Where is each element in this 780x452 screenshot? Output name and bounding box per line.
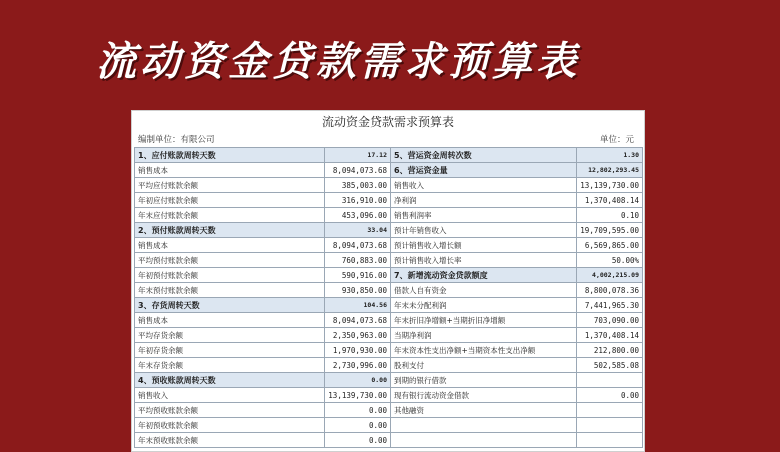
left-value-cell[interactable]: 2,350,963.00 <box>325 328 391 343</box>
right-label-cell[interactable] <box>391 433 577 448</box>
right-label-cell[interactable]: 净利润 <box>391 193 577 208</box>
right-value-cell[interactable]: 4,002,215.09 <box>577 268 643 283</box>
left-value-cell[interactable]: 453,096.00 <box>325 208 391 223</box>
table-row <box>135 328 643 343</box>
budget-sheet <box>131 110 645 452</box>
left-label-cell[interactable]: 销售成本 <box>135 163 325 178</box>
right-label-cell[interactable]: 销售利润率 <box>391 208 577 223</box>
right-value-cell[interactable]: 1,370,408.14 <box>577 193 643 208</box>
banner-title: 流动资金贷款需求预算表 <box>96 38 580 85</box>
left-label-cell[interactable]: 年末存货余额 <box>135 358 325 373</box>
right-value-cell[interactable]: 19,709,595.00 <box>577 223 643 238</box>
right-value-cell[interactable]: 703,090.00 <box>577 313 643 328</box>
left-value-cell[interactable]: 8,094,073.68 <box>325 313 391 328</box>
table-row <box>135 403 643 418</box>
right-label-cell[interactable]: 股利支付 <box>391 358 577 373</box>
left-label-cell[interactable]: 年末预收账款余额 <box>135 433 325 448</box>
left-value-cell[interactable]: 385,003.00 <box>325 178 391 193</box>
left-value-cell[interactable]: 33.04 <box>325 223 391 238</box>
right-label-cell[interactable]: 预计销售收入增长率 <box>391 253 577 268</box>
table-row <box>135 238 643 253</box>
left-value-cell[interactable]: 8,094,073.68 <box>325 163 391 178</box>
right-value-cell[interactable]: 0.00 <box>577 388 643 403</box>
left-value-cell[interactable]: 0.00 <box>325 418 391 433</box>
right-value-cell[interactable]: 12,802,293.45 <box>577 163 643 178</box>
table-row <box>135 358 643 373</box>
left-value-cell[interactable]: 760,883.00 <box>325 253 391 268</box>
left-label-cell[interactable]: 平均预收账款余额 <box>135 403 325 418</box>
sheet-title: 流动资金贷款需求预算表 <box>321 115 454 129</box>
right-label-cell[interactable]: 6、营运资金量 <box>391 163 577 178</box>
right-value-cell[interactable] <box>577 403 643 418</box>
left-label-cell[interactable]: 销售成本 <box>135 313 325 328</box>
table-row <box>135 433 643 448</box>
table-row <box>135 163 643 178</box>
right-label-cell[interactable]: 其他融资 <box>391 403 577 418</box>
left-value-cell[interactable]: 316,910.00 <box>325 193 391 208</box>
left-value-cell[interactable]: 0.00 <box>325 373 391 388</box>
left-value-cell[interactable]: 2,730,996.00 <box>325 358 391 373</box>
left-label-cell[interactable]: 4、预收账款周转天数 <box>135 373 325 388</box>
table-row <box>135 223 643 238</box>
table-row <box>135 298 643 313</box>
right-value-cell[interactable]: 7,441,965.30 <box>577 298 643 313</box>
sheet-meta <box>132 133 644 147</box>
right-label-cell[interactable]: 年末未分配利润 <box>391 298 577 313</box>
right-label-cell[interactable]: 5、营运资金周转次数 <box>391 148 577 163</box>
table-row <box>135 193 643 208</box>
right-label-cell[interactable]: 年末折旧净增额+当期折旧净增额 <box>391 313 577 328</box>
right-label-cell[interactable]: 销售收入 <box>391 178 577 193</box>
table-row <box>135 253 643 268</box>
budget-table <box>134 147 643 448</box>
left-value-cell[interactable]: 930,850.00 <box>325 283 391 298</box>
left-value-cell[interactable]: 590,916.00 <box>325 268 391 283</box>
left-label-cell[interactable]: 销售收入 <box>135 388 325 403</box>
left-value-cell[interactable]: 8,094,073.68 <box>325 238 391 253</box>
left-label-cell[interactable]: 平均应付账款余额 <box>135 178 325 193</box>
right-value-cell[interactable]: 1.30 <box>577 148 643 163</box>
table-row <box>135 373 643 388</box>
right-value-cell[interactable]: 13,139,730.00 <box>577 178 643 193</box>
left-label-cell[interactable]: 平均存货余额 <box>135 328 325 343</box>
table-row <box>135 418 643 433</box>
table-row <box>135 208 643 223</box>
right-value-cell[interactable]: 0.10 <box>577 208 643 223</box>
left-label-cell[interactable]: 年初应付账款余额 <box>135 193 325 208</box>
table-row <box>135 388 643 403</box>
left-value-cell[interactable]: 0.00 <box>325 433 391 448</box>
right-label-cell[interactable]: 预计销售收入增长额 <box>391 238 577 253</box>
left-label-cell[interactable]: 1、应付账款周转天数 <box>135 148 325 163</box>
right-value-cell[interactable]: 1,370,408.14 <box>577 328 643 343</box>
right-value-cell[interactable]: 502,585.08 <box>577 358 643 373</box>
unit-right: 单位：元 <box>599 135 634 145</box>
right-value-cell[interactable] <box>577 418 643 433</box>
left-value-cell[interactable]: 104.56 <box>325 298 391 313</box>
table-row <box>135 148 643 163</box>
right-value-cell[interactable] <box>577 373 643 388</box>
right-label-cell[interactable] <box>391 418 577 433</box>
left-value-cell[interactable]: 13,139,730.00 <box>325 388 391 403</box>
right-value-cell[interactable]: 6,569,865.00 <box>577 238 643 253</box>
left-label-cell[interactable]: 年末预付账款余额 <box>135 283 325 298</box>
right-label-cell[interactable]: 7、新增流动资金贷款额度 <box>391 268 577 283</box>
table-row <box>135 178 643 193</box>
right-value-cell[interactable] <box>577 433 643 448</box>
table-row <box>135 313 643 328</box>
left-label-cell[interactable]: 年初预收账款余额 <box>135 418 325 433</box>
table-row <box>135 283 643 298</box>
right-value-cell[interactable]: 8,800,078.36 <box>577 283 643 298</box>
left-label-cell[interactable]: 2、预付账款周转天数 <box>135 223 325 238</box>
left-value-cell[interactable]: 1,970,930.00 <box>325 343 391 358</box>
right-label-cell[interactable]: 预计年销售收入 <box>391 223 577 238</box>
left-value-cell[interactable]: 0.00 <box>325 403 391 418</box>
right-label-cell[interactable]: 到期的银行借款 <box>391 373 577 388</box>
left-label-cell[interactable]: 平均预付账款余额 <box>135 253 325 268</box>
left-label-cell[interactable]: 3、存货周转天数 <box>135 298 325 313</box>
table-row <box>135 343 643 358</box>
left-label-cell[interactable]: 年初存货余额 <box>135 343 325 358</box>
left-label-cell[interactable]: 年末应付账款余额 <box>135 208 325 223</box>
right-label-cell[interactable]: 借款人自有资金 <box>391 283 577 298</box>
right-label-cell[interactable]: 现有银行流动资金借款 <box>391 388 577 403</box>
left-value-cell[interactable]: 17.12 <box>325 148 391 163</box>
unit-left: 编制单位：有限公司 <box>138 135 215 145</box>
right-value-cell[interactable]: 212,800.00 <box>577 343 643 358</box>
right-value-cell[interactable]: 50.00% <box>577 253 643 268</box>
left-label-cell[interactable]: 年初预付账款余额 <box>135 268 325 283</box>
table-row <box>135 268 643 283</box>
right-label-cell[interactable]: 年末资本性支出净额+当期资本性支出净额 <box>391 343 577 358</box>
right-label-cell[interactable]: 当期净利润 <box>391 328 577 343</box>
left-label-cell[interactable]: 销售成本 <box>135 238 325 253</box>
